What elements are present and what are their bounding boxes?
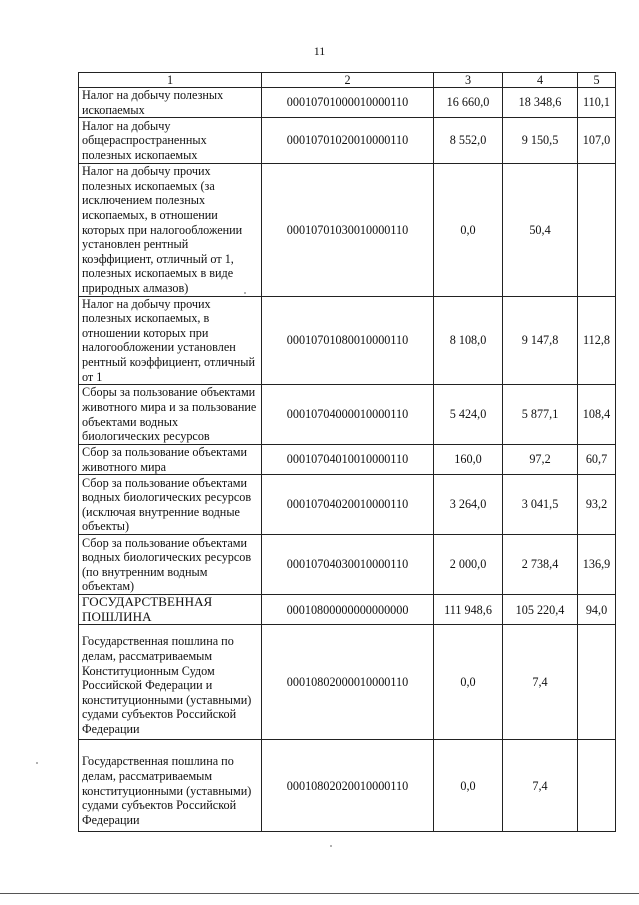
row-plan-value: 3 264,0 [434,475,503,535]
row-name: ГОСУДАРСТВЕННАЯ ПОШЛИНА [79,595,262,625]
row-percent-value: 94,0 [578,595,616,625]
row-plan-value: 111 948,6 [434,595,503,625]
header-row [79,73,616,88]
column-header: 5 [578,73,616,88]
row-plan-value: 16 660,0 [434,88,503,118]
table-row [79,445,616,475]
row-percent-value: 107,0 [578,118,616,164]
page-number: 11 [313,44,326,58]
column-header: 3 [434,73,503,88]
row-code: 00010704030010000110 [262,535,434,595]
row-percent-value: 93,2 [578,475,616,535]
row-code: 00010802000010000110 [262,625,434,740]
table-row [79,475,616,535]
table-row [79,385,616,445]
row-plan-value: 160,0 [434,445,503,475]
table-row [79,625,616,740]
row-actual-value: 97,2 [503,445,578,475]
row-plan-value: 0,0 [434,740,503,832]
table-row [79,740,616,832]
row-actual-value: 7,4 [503,740,578,832]
row-plan-value: 0,0 [434,625,503,740]
row-name: Налог на добычу прочих полезных ископаемых, в отношении которых при налогообложении установлен рентный коэффициент, отличный от 1 [79,296,262,385]
data-table [78,72,616,832]
row-code: 00010704000010000110 [262,385,434,445]
row-code: 00010701000010000110 [262,88,434,118]
column-header: 2 [262,73,434,88]
bottom-rule [0,893,639,894]
row-plan-value: 8 108,0 [434,296,503,385]
row-name: Сбор за пользование объектами водных биологических ресурсов (исключая внутренние водные объекты) [79,475,262,535]
row-actual-value: 5 877,1 [503,385,578,445]
row-name: Налог на добычу полезных ископаемых [79,88,262,118]
row-percent-value: 112,8 [578,296,616,385]
row-code: 00010704010010000110 [262,445,434,475]
row-name: Налог на добычу прочих полезных ископаемых (за исключением полезных ископаемых, в отношении которых при налогообложении установлен рентный коэффициент, отличный от 1, полезных ископаемых в виде природных алмазов) [79,164,262,296]
row-name: Государственная пошлина по делам, рассматриваемым конституционными (уставными) судами субъектов Российской Федерации [79,740,262,832]
row-plan-value: 2 000,0 [434,535,503,595]
table-row [79,595,616,625]
row-name: Сборы за пользование объектами животного мира и за пользование объектами водных биологических ресурсов [79,385,262,445]
scan-speck [330,845,332,847]
table-row [79,296,616,385]
row-plan-value: 0,0 [434,164,503,296]
row-name: Государственная пошлина по делам, рассматриваемым Конституционным Судом Российской Федерации и конституционными (уставными) судами субъектов Российской Федерации [79,625,262,740]
row-name: Сбор за пользование объектами животного мира [79,445,262,475]
row-percent-value: 136,9 [578,535,616,595]
row-plan-value: 5 424,0 [434,385,503,445]
scan-speck [244,292,246,294]
table-row [79,164,616,296]
row-actual-value: 9 150,5 [503,118,578,164]
row-code: 00010704020010000110 [262,475,434,535]
row-name: Налог на добычу общераспространенных полезных ископаемых [79,118,262,164]
table-row [79,88,616,118]
row-actual-value: 3 041,5 [503,475,578,535]
row-code: 00010800000000000000 [262,595,434,625]
table-row [79,535,616,595]
row-percent-value [578,740,616,832]
column-header: 1 [79,73,262,88]
column-header: 4 [503,73,578,88]
scan-speck [36,762,38,764]
row-actual-value: 7,4 [503,625,578,740]
row-code: 00010701080010000110 [262,296,434,385]
row-code: 00010701030010000110 [262,164,434,296]
row-code: 00010802020010000110 [262,740,434,832]
row-percent-value [578,625,616,740]
row-percent-value: 60,7 [578,445,616,475]
table-row [79,118,616,164]
row-percent-value [578,164,616,296]
row-plan-value: 8 552,0 [434,118,503,164]
row-actual-value: 18 348,6 [503,88,578,118]
row-actual-value: 9 147,8 [503,296,578,385]
row-percent-value: 108,4 [578,385,616,445]
row-actual-value: 105 220,4 [503,595,578,625]
row-percent-value: 110,1 [578,88,616,118]
row-actual-value: 2 738,4 [503,535,578,595]
row-name: Сбор за пользование объектами водных биологических ресурсов (по внутренним водным объектам) [79,535,262,595]
row-code: 00010701020010000110 [262,118,434,164]
row-actual-value: 50,4 [503,164,578,296]
